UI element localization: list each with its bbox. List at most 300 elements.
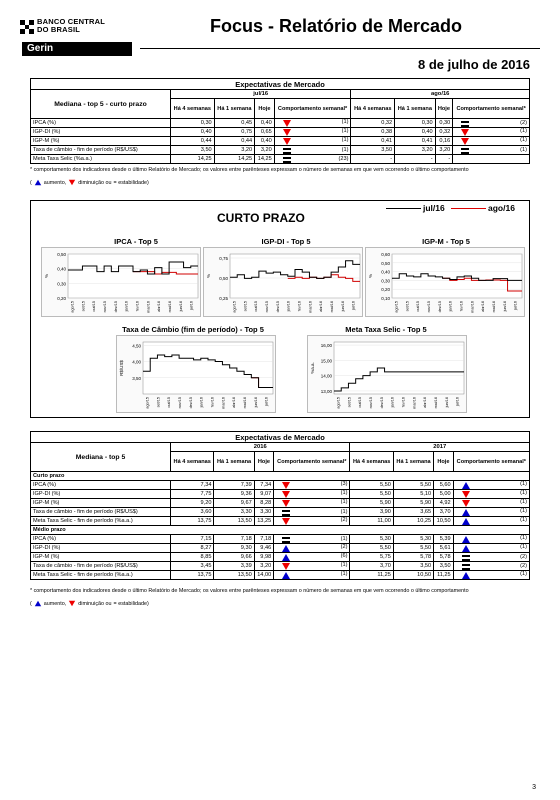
behaviour-cell <box>274 490 350 499</box>
table-row <box>31 155 530 164</box>
col-today: Hoje <box>434 452 454 472</box>
table-row <box>31 128 530 137</box>
bank-name-line2: DO BRASIL <box>37 25 81 34</box>
table-row <box>31 562 530 571</box>
table1-symbol-legend: ( aumento, diminuição ou = estabilidade) <box>30 179 149 186</box>
plot-area <box>334 342 464 394</box>
table2-row-header: Mediana - top 5 <box>31 443 171 472</box>
value-cell: 3,50 <box>351 146 395 155</box>
col-1w: Há 1 semana <box>395 99 435 119</box>
weeks-count: (1) <box>520 490 527 496</box>
weeks-count: (1) <box>340 490 348 496</box>
value-cell: 5,78 <box>434 553 454 562</box>
value-cell: 7,34 <box>171 481 214 490</box>
value-cell: 10,50 <box>393 571 433 580</box>
behaviour-cell <box>274 535 350 544</box>
down-arrow-icon <box>461 138 469 145</box>
value-cell: 9,67 <box>214 499 254 508</box>
row-label: Taxa de câmbio - fim de período (R$/US$) <box>31 562 171 571</box>
x-tick-label: jun/16 <box>502 301 507 312</box>
value-cell: 3,60 <box>171 508 214 517</box>
value-cell: 5,50 <box>393 544 433 553</box>
x-tick-label: jan/16 <box>448 301 453 312</box>
col-behaviour: Comportamento semanal* <box>274 452 350 472</box>
col-behaviour: Comportamento semanal* <box>453 99 530 119</box>
value-cell: 3,50 <box>393 562 433 571</box>
x-tick-label: mar/16 <box>412 397 417 409</box>
x-tick-label: abr/16 <box>319 301 324 312</box>
weeks-count: (6) <box>340 553 348 559</box>
table-row <box>31 571 530 580</box>
weeks-count: (2) <box>520 553 527 560</box>
behaviour-cell <box>453 544 529 553</box>
chart-igpdi <box>204 248 364 318</box>
x-tick-label: nov/15 <box>426 301 431 313</box>
x-tick-label: jan/16 <box>199 397 204 408</box>
value-cell: 13,75 <box>171 517 214 526</box>
section-title: Médio prazo <box>31 526 530 535</box>
down-arrow-icon <box>282 518 290 525</box>
down-arrow-icon <box>282 491 290 498</box>
weeks-count: (1) <box>340 535 348 542</box>
value-cell: - <box>435 155 453 164</box>
down-arrow-icon <box>283 129 291 136</box>
value-cell: 3,50 <box>171 146 215 155</box>
col-1w: Há 1 semana <box>214 99 254 119</box>
table2-period-a: 2016 <box>171 443 350 452</box>
x-tick-label: ago/15 <box>145 397 150 409</box>
table-row <box>31 553 530 562</box>
value-cell: 0,38 <box>351 128 395 137</box>
weeks-count: (1) <box>520 137 527 143</box>
x-tick-label: mar/16 <box>470 301 475 313</box>
value-cell: 9,98 <box>254 553 274 562</box>
value-cell: 13,50 <box>214 571 254 580</box>
expectations-table-annual <box>30 431 530 580</box>
value-cell: 3,70 <box>434 508 454 517</box>
value-cell: 0,41 <box>351 137 395 146</box>
weeks-count: (1) <box>520 535 527 541</box>
value-cell: 0,16 <box>435 137 453 146</box>
legend-jul-line <box>386 208 421 209</box>
value-cell: 7,15 <box>171 535 214 544</box>
y-tick-label: 0,25 <box>219 296 228 301</box>
value-cell: 5,10 <box>393 490 433 499</box>
col-today: Hoje <box>255 99 275 119</box>
value-cell: 5,30 <box>393 535 433 544</box>
row-label: IPCA (%) <box>31 119 171 128</box>
value-cell: 13,25 <box>254 517 274 526</box>
value-cell: 5,50 <box>393 481 433 490</box>
section-title: Curto prazo <box>31 472 530 481</box>
y-axis-label: % <box>44 273 49 279</box>
down-arrow-icon <box>461 129 469 136</box>
x-tick-label: dez/15 <box>275 301 280 313</box>
behaviour-cell <box>453 535 529 544</box>
y-tick-label: 0,20 <box>381 287 390 293</box>
x-tick-label: mai/16 <box>167 301 172 313</box>
behaviour-cell <box>274 119 351 128</box>
value-cell: - <box>351 155 395 164</box>
weeks-count: (23) <box>338 155 349 162</box>
up-arrow-icon <box>35 601 41 607</box>
down-arrow-icon <box>283 120 291 127</box>
chart-igpm <box>366 248 526 318</box>
table-row <box>31 137 530 146</box>
row-label: Meta Taxa Selic - fim de período (%a.a.) <box>31 571 171 580</box>
x-tick-label: dez/15 <box>113 301 118 313</box>
weeks-count: (1) <box>520 517 527 523</box>
panel-igpdi <box>203 247 363 317</box>
x-tick-label: mai/16 <box>329 301 334 313</box>
col-1w: Há 1 semana <box>393 452 433 472</box>
y-tick-label: 0,50 <box>381 260 390 266</box>
x-tick-label: nov/15 <box>102 301 107 313</box>
x-tick-label: dez/15 <box>437 301 442 313</box>
behaviour-cell <box>274 146 351 155</box>
up-arrow-icon <box>462 536 470 543</box>
y-tick-label: 4,00 <box>132 359 141 365</box>
behaviour-cell <box>453 481 529 490</box>
behaviour-cell <box>274 481 350 490</box>
value-cell: 3,20 <box>254 562 274 571</box>
x-tick-label: out/15 <box>254 301 259 312</box>
value-cell: 9,20 <box>171 499 214 508</box>
value-cell: 5,75 <box>350 553 393 562</box>
panel-cambio <box>116 335 276 413</box>
plot-area <box>68 254 198 298</box>
x-tick-label: abr/16 <box>232 397 237 408</box>
weeks-count: (2) <box>340 517 348 523</box>
equal-icon <box>283 157 291 163</box>
behaviour-cell <box>453 155 530 164</box>
behaviour-cell <box>274 562 350 571</box>
y-tick-label: 0,20 <box>57 296 66 301</box>
behaviour-cell <box>453 499 529 508</box>
value-cell: 7,18 <box>254 535 274 544</box>
down-arrow-icon <box>282 500 290 507</box>
x-tick-label: set/15 <box>405 301 410 312</box>
x-tick-label: nov/15 <box>368 397 373 409</box>
y-tick-label: 0,30 <box>57 281 66 287</box>
value-cell: 14,00 <box>254 571 274 580</box>
x-tick-label: nov/15 <box>177 397 182 409</box>
behaviour-cell <box>453 137 530 146</box>
report-header <box>20 10 540 70</box>
weeks-count: (1) <box>340 508 348 515</box>
panel-ipca <box>41 247 201 317</box>
y-tick-label: 3,50 <box>132 375 141 381</box>
row-label: Meta Taxa Selic (%a.a.) <box>31 155 171 164</box>
x-tick-label: jul/16 <box>513 301 518 311</box>
col-today: Hoje <box>254 452 274 472</box>
value-cell: 10,25 <box>393 517 433 526</box>
x-tick-label: jun/16 <box>253 397 258 408</box>
behaviour-cell <box>274 499 350 508</box>
equal-icon <box>282 510 290 516</box>
row-label: IGP-M (%) <box>31 137 171 146</box>
value-cell: 14,25 <box>171 155 215 164</box>
weeks-count: (3) <box>340 481 348 487</box>
down-arrow-icon <box>69 601 75 607</box>
value-cell: 8,28 <box>254 499 274 508</box>
x-tick-label: ago/15 <box>70 301 75 313</box>
x-tick-label: nov/15 <box>264 301 269 313</box>
x-tick-label: abr/16 <box>481 301 486 312</box>
x-tick-label: mai/16 <box>491 301 496 313</box>
weeks-count: (2) <box>520 119 527 126</box>
y-tick-label: 4,50 <box>132 343 141 349</box>
x-tick-label: out/15 <box>358 397 363 408</box>
value-cell: 3,90 <box>350 508 393 517</box>
value-cell: 5,60 <box>434 481 454 490</box>
up-arrow-icon <box>462 482 470 489</box>
y-tick-label: 0,40 <box>381 269 390 275</box>
x-tick-label: jan/16 <box>390 397 395 408</box>
value-cell: 5,61 <box>434 544 454 553</box>
value-cell: 5,50 <box>350 490 393 499</box>
x-tick-label: set/15 <box>156 397 161 408</box>
y-tick-label: 0,60 <box>381 252 390 257</box>
weeks-count: (1) <box>520 544 527 550</box>
y-tick-label: 16,00 <box>320 343 332 349</box>
row-label: Taxa de câmbio - fim de período (R$/US$) <box>31 508 171 517</box>
col-1w: Há 1 semana <box>214 452 254 472</box>
equal-icon <box>461 148 469 154</box>
value-cell: 0,30 <box>395 119 435 128</box>
down-arrow-icon <box>462 500 470 507</box>
behaviour-cell <box>453 128 530 137</box>
x-tick-label: jan/16 <box>124 301 129 312</box>
weeks-count: (1) <box>340 562 348 568</box>
y-tick-label: 15,00 <box>320 358 332 364</box>
bank-name-line1: BANCO CENTRAL <box>37 17 106 26</box>
section-row <box>31 472 530 481</box>
up-arrow-icon <box>35 180 41 186</box>
value-cell: 5,30 <box>350 535 393 544</box>
value-cell: 0,40 <box>255 137 275 146</box>
up-arrow-icon <box>282 554 290 561</box>
table-row <box>31 490 530 499</box>
x-tick-label: fev/16 <box>135 301 140 312</box>
value-cell: 9,07 <box>254 490 274 499</box>
y-tick-label: 0,10 <box>381 296 390 301</box>
down-arrow-icon <box>69 180 75 186</box>
value-cell: 11,00 <box>350 517 393 526</box>
value-cell: 3,39 <box>214 562 254 571</box>
behaviour-cell <box>274 137 351 146</box>
y-axis-label: % <box>368 273 373 279</box>
up-arrow-icon <box>282 545 290 552</box>
value-cell: 0,65 <box>255 128 275 137</box>
table-row <box>31 146 530 155</box>
short-term-charts <box>30 200 530 418</box>
behaviour-cell <box>274 517 350 526</box>
value-cell: 9,46 <box>254 544 274 553</box>
equal-icon <box>282 537 290 543</box>
x-tick-label: fev/16 <box>401 397 406 408</box>
value-cell: 0,44 <box>214 137 254 146</box>
panel-title-selic: Meta Taxa Selic - Top 5 <box>345 325 427 334</box>
value-cell: 3,20 <box>395 146 435 155</box>
expectations-table-short <box>30 78 530 164</box>
x-tick-label: jul/16 <box>189 301 194 311</box>
table1-period-a: jul/16 <box>171 90 351 99</box>
chart-selic <box>308 336 468 414</box>
up-arrow-icon <box>462 572 470 579</box>
value-cell: 11,25 <box>350 571 393 580</box>
y-axis-label: R$/US$ <box>119 360 124 376</box>
row-label: IGP-DI (%) <box>31 544 171 553</box>
behaviour-cell <box>453 562 529 571</box>
behaviour-cell <box>274 553 350 562</box>
table2-caption: Expectativas de Mercado <box>31 432 530 443</box>
behaviour-cell <box>453 553 529 562</box>
equal-icon <box>462 564 470 570</box>
weeks-count: (2) <box>520 562 527 569</box>
value-cell: 5,00 <box>434 490 454 499</box>
x-tick-label: out/15 <box>92 301 97 312</box>
x-tick-label: dez/15 <box>188 397 193 409</box>
x-tick-label: mar/16 <box>146 301 151 313</box>
behaviour-cell <box>274 508 350 517</box>
value-cell: 0,45 <box>214 119 254 128</box>
value-cell: 0,41 <box>395 137 435 146</box>
behaviour-cell <box>453 119 530 128</box>
row-label: IPCA (%) <box>31 481 171 490</box>
x-tick-label: dez/15 <box>379 397 384 409</box>
weeks-count: (2) <box>340 544 348 550</box>
value-cell: - <box>395 155 435 164</box>
value-cell: 9,36 <box>214 490 254 499</box>
x-tick-label: jun/16 <box>178 301 183 312</box>
value-cell: 3,45 <box>171 562 214 571</box>
value-cell: 10,50 <box>434 517 454 526</box>
value-cell: 5,78 <box>393 553 433 562</box>
value-cell: 0,40 <box>171 128 215 137</box>
value-cell: 0,75 <box>214 128 254 137</box>
value-cell: 11,25 <box>434 571 454 580</box>
up-arrow-icon <box>462 518 470 525</box>
table1-footnote: * comportamento dos indicadores desde o último Relatório de Mercado; os valores entre parênteses expressam o número de semanas em que vem ocorrendo o último comportamento <box>30 167 469 173</box>
value-cell: 0,44 <box>171 137 215 146</box>
col-behaviour: Comportamento semanal* <box>453 452 529 472</box>
panel-title-cambio: Taxa de Câmbio (fim de período) - Top 5 <box>122 325 264 334</box>
section-row <box>31 526 530 535</box>
x-tick-label: fev/16 <box>210 397 215 408</box>
value-cell: 5,90 <box>393 499 433 508</box>
x-tick-label: set/15 <box>347 397 352 408</box>
x-tick-label: abr/16 <box>157 301 162 312</box>
report-title: Focus - Relatório de Mercado <box>210 16 463 36</box>
y-axis-label: % <box>206 273 211 279</box>
y-tick-label: 0,30 <box>381 278 390 284</box>
value-cell: 8,85 <box>171 553 214 562</box>
y-tick-label: 14,00 <box>320 373 332 379</box>
bcb-logo-icon <box>20 20 34 34</box>
x-tick-label: mai/16 <box>242 397 247 409</box>
x-tick-label: jul/16 <box>264 397 269 407</box>
legend-ago-line <box>451 208 486 209</box>
up-arrow-icon <box>282 572 290 579</box>
legend-jul-label: jul/16 <box>423 203 445 213</box>
weeks-count: (1) <box>520 508 527 514</box>
panel-title-ipca: IPCA - Top 5 <box>114 237 158 246</box>
legend-ago-label: ago/16 <box>488 203 515 213</box>
value-cell: 0,30 <box>171 119 215 128</box>
value-cell: 3,30 <box>214 508 254 517</box>
x-tick-label: jan/16 <box>286 301 291 312</box>
weeks-count: (1) <box>520 571 527 577</box>
down-arrow-icon <box>462 491 470 498</box>
weeks-count: (1) <box>341 137 349 143</box>
weeks-count: (1) <box>341 146 349 153</box>
legend-ago <box>451 203 515 213</box>
y-tick-label: 0,40 <box>57 266 66 272</box>
value-cell: 3,50 <box>434 562 454 571</box>
value-cell: 5,39 <box>434 535 454 544</box>
value-cell: 7,39 <box>214 481 254 490</box>
x-tick-label: set/15 <box>243 301 248 312</box>
row-label: Taxa de câmbio - fim de período (R$/US$) <box>31 146 171 155</box>
panel-title-igpm: IGP-M - Top 5 <box>422 237 470 246</box>
value-cell: 14,25 <box>214 155 254 164</box>
plot-area <box>143 342 273 394</box>
down-arrow-icon <box>282 482 290 489</box>
col-behaviour: Comportamento semanal* <box>274 99 351 119</box>
value-cell: 14,25 <box>255 155 275 164</box>
table-row <box>31 499 530 508</box>
chart-ipca <box>42 248 202 318</box>
behaviour-cell <box>274 571 350 580</box>
value-cell: 5,50 <box>350 544 393 553</box>
table1-period-b: ago/16 <box>351 90 530 99</box>
x-tick-label: mar/16 <box>308 301 313 313</box>
behaviour-cell <box>453 490 529 499</box>
value-cell: 7,34 <box>254 481 274 490</box>
report-date: 8 de julho de 2016 <box>418 57 530 72</box>
charts-title: CURTO PRAZO <box>217 211 305 225</box>
y-tick-label: 0,75 <box>219 256 228 261</box>
table2-footnote: * comportamento dos indicadores desde o último Relatório de Mercado; os valores entre parênteses expressam o número de semanas em que vem ocorrendo o último comportamento <box>30 588 469 594</box>
behaviour-cell <box>274 128 351 137</box>
table-row <box>31 508 530 517</box>
down-arrow-icon <box>283 138 291 145</box>
value-cell: 3,20 <box>435 146 453 155</box>
x-tick-label: jun/16 <box>444 397 449 408</box>
value-cell: 7,75 <box>171 490 214 499</box>
weeks-count: (1) <box>520 499 527 505</box>
col-4w: Há 4 semanas <box>171 99 215 119</box>
x-tick-label: out/15 <box>167 397 172 408</box>
table-row <box>31 517 530 526</box>
row-label: IGP-DI (%) <box>31 490 171 499</box>
y-tick-label: 0,50 <box>57 252 66 257</box>
y-tick-label: 13,00 <box>320 388 332 394</box>
value-cell: 0,40 <box>395 128 435 137</box>
col-4w: Há 4 semanas <box>171 452 214 472</box>
value-cell: 0,32 <box>435 128 453 137</box>
up-arrow-icon <box>462 509 470 516</box>
weeks-count: (1) <box>520 128 527 134</box>
x-tick-label: ago/15 <box>394 301 399 313</box>
x-tick-label: mar/16 <box>221 397 226 409</box>
page-number: 3 <box>532 784 536 791</box>
behaviour-cell <box>453 146 530 155</box>
weeks-count: (1) <box>341 119 349 125</box>
col-4w: Há 4 semanas <box>350 452 393 472</box>
row-label: Meta Taxa Selic - fim de período (%a.a.) <box>31 517 171 526</box>
